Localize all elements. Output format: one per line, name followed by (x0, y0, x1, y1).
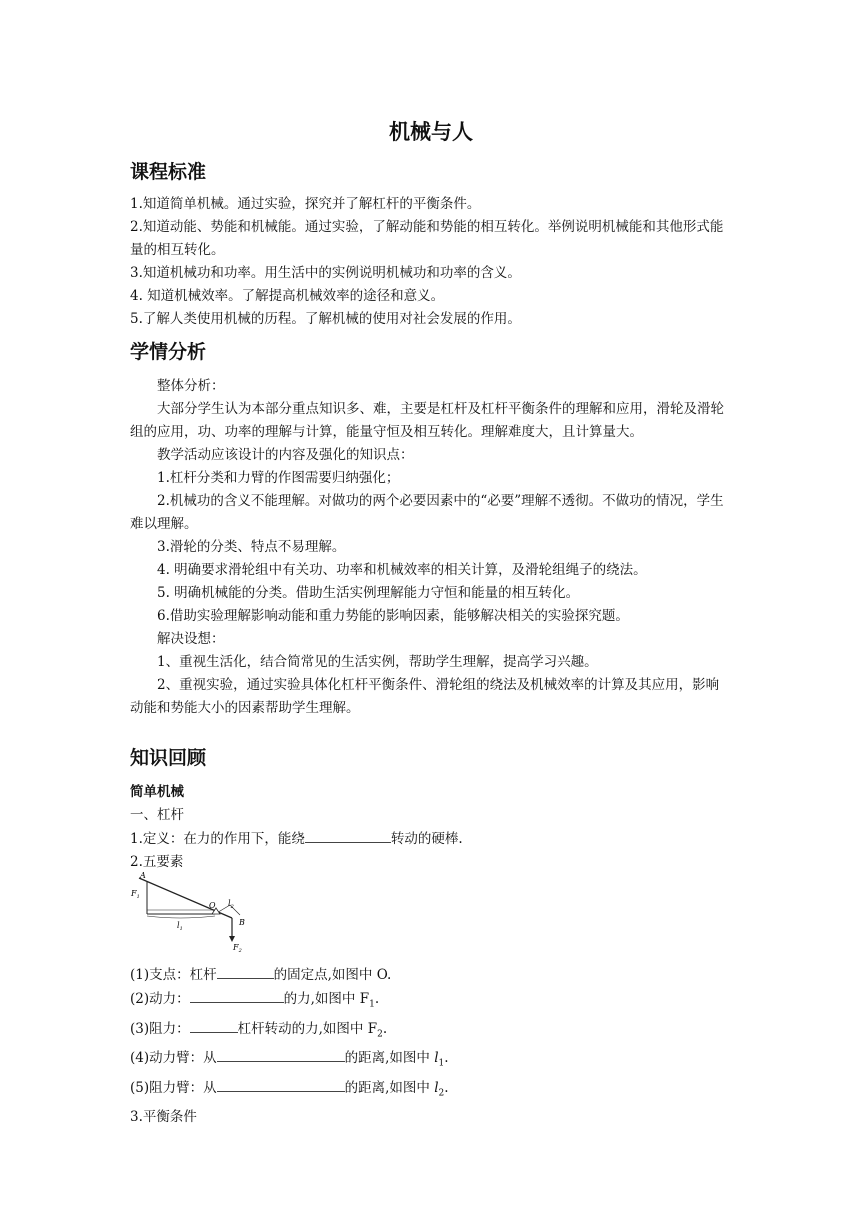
lever-title: 一、杠杆 (130, 807, 184, 823)
balance-condition-label: 3.平衡条件 (130, 1108, 197, 1125)
label-f1: $F_1$ (131, 889, 140, 900)
analysis-paragraph: 整体分析： (157, 378, 225, 394)
lever-definition: 1.定义：在力的作用下，能绕 转动的硬棒. (130, 827, 732, 851)
analysis-paragraph: 4. 明确要求滑轮组中有关功、功率和机械效率的相关计算，及滑轮组绳子的绕法。 (157, 562, 647, 578)
standard-item: 4. 知道机械效率。了解提高机械效率的途径和意义。 (130, 288, 445, 304)
lever-intro (130, 804, 732, 874)
element-item: (5)阻力臂：从 的距离,如图中 $l_2$. (130, 1076, 732, 1106)
label-a: A (140, 871, 146, 880)
answer-blank[interactable] (305, 827, 391, 843)
standard-item: 1.知道简单机械。通过实验，探究并了解杠杆的平衡条件。 (130, 196, 481, 212)
label-l1: $l_1$ (177, 921, 183, 932)
label-f2: $F_2$ (233, 943, 242, 954)
standard-item: 5.了解人类使用机械的历程。了解机械的使用对社会发展的作用。 (130, 311, 521, 327)
sub-heading-simple-machines: 简单机械 (130, 784, 184, 800)
label-b: B (239, 918, 245, 927)
answer-blank[interactable] (217, 963, 274, 979)
analysis-paragraph: 1、重视生活化，结合简常见的生活实例，帮助学生理解，提高学习兴趣。 (157, 654, 598, 670)
element-item: (1)支点：杠杆 的固定点,如图中 O. (130, 963, 732, 987)
analysis-paragraph: 3.滑轮的分类、特点不易理解。 (157, 539, 346, 555)
analysis-paragraph: 1.杠杆分类和力臂的作图需要归纳强化； (157, 470, 400, 486)
element-item: (3)阻力： 杠杆转动的力,如图中 $F_2$. (130, 1017, 732, 1047)
analysis-paragraph: 2、重视实验，通过实验具体化杠杆平衡条件、滑轮组的绕法及机械效率的计算及其应用，影响动能和势能大小的因素帮助学生理解。 (130, 677, 720, 716)
answer-blank[interactable] (217, 1046, 345, 1062)
analysis-paragraph: 5. 明确机械能的分类。借助生活实例理解能力守恒和能量的相互转化。 (157, 585, 580, 601)
section-heading-standard: 课程标准 (130, 161, 207, 183)
standard-item: 3.知道机械功和功率。用生活中的实例说明机械功和功率的含义。 (130, 265, 521, 281)
five-elements-label: 2.五要素 (130, 854, 184, 870)
section-heading-review: 知识回顾 (130, 747, 207, 769)
element-item: (2)动力： 的力,如图中 $F_1$. (130, 987, 732, 1017)
answer-blank[interactable] (190, 987, 284, 1003)
element-item: (4)动力臂：从 的距离,如图中 $l_1$. (130, 1046, 732, 1076)
section-heading-analysis: 学情分析 (130, 341, 207, 363)
lever-diagram (130, 870, 250, 956)
analysis-paragraph: 6.借助实验理解影响动能和重力势能的影响因素，能够解决相关的实验探究题。 (157, 608, 629, 624)
answer-blank[interactable] (190, 1017, 238, 1033)
standard-item: 2.知道动能、势能和机械能。通过实验，了解动能和势能的相互转化。举例说明机械能和其他形式能量的相互转化。 (130, 219, 724, 258)
analysis-paragraph: 大部分学生认为本部分重点知识多、难，主要是杠杆及杠杆平衡条件的理解和应用，滑轮及滑轮组的应用，功、功率的理解与计算，能量守恒及相互转化。理解难度大，且计算量大。 (130, 401, 724, 440)
analysis-paragraph: 教学活动应该设计的内容及强化的知识点： (157, 447, 414, 463)
page-title: 机械与人 (389, 120, 473, 144)
standard-list (130, 193, 732, 331)
label-l2: $l_2$ (228, 899, 234, 910)
five-elements-list (130, 963, 732, 1129)
analysis-text (130, 375, 732, 720)
analysis-paragraph: 2.机械功的含义不能理解。对做功的两个必要因素中的“必要”理解不透彻。不做功的情况，学生难以理解。 (130, 493, 724, 532)
answer-blank[interactable] (217, 1076, 345, 1092)
analysis-paragraph: 解决设想： (157, 631, 225, 647)
label-o: O (209, 901, 216, 910)
